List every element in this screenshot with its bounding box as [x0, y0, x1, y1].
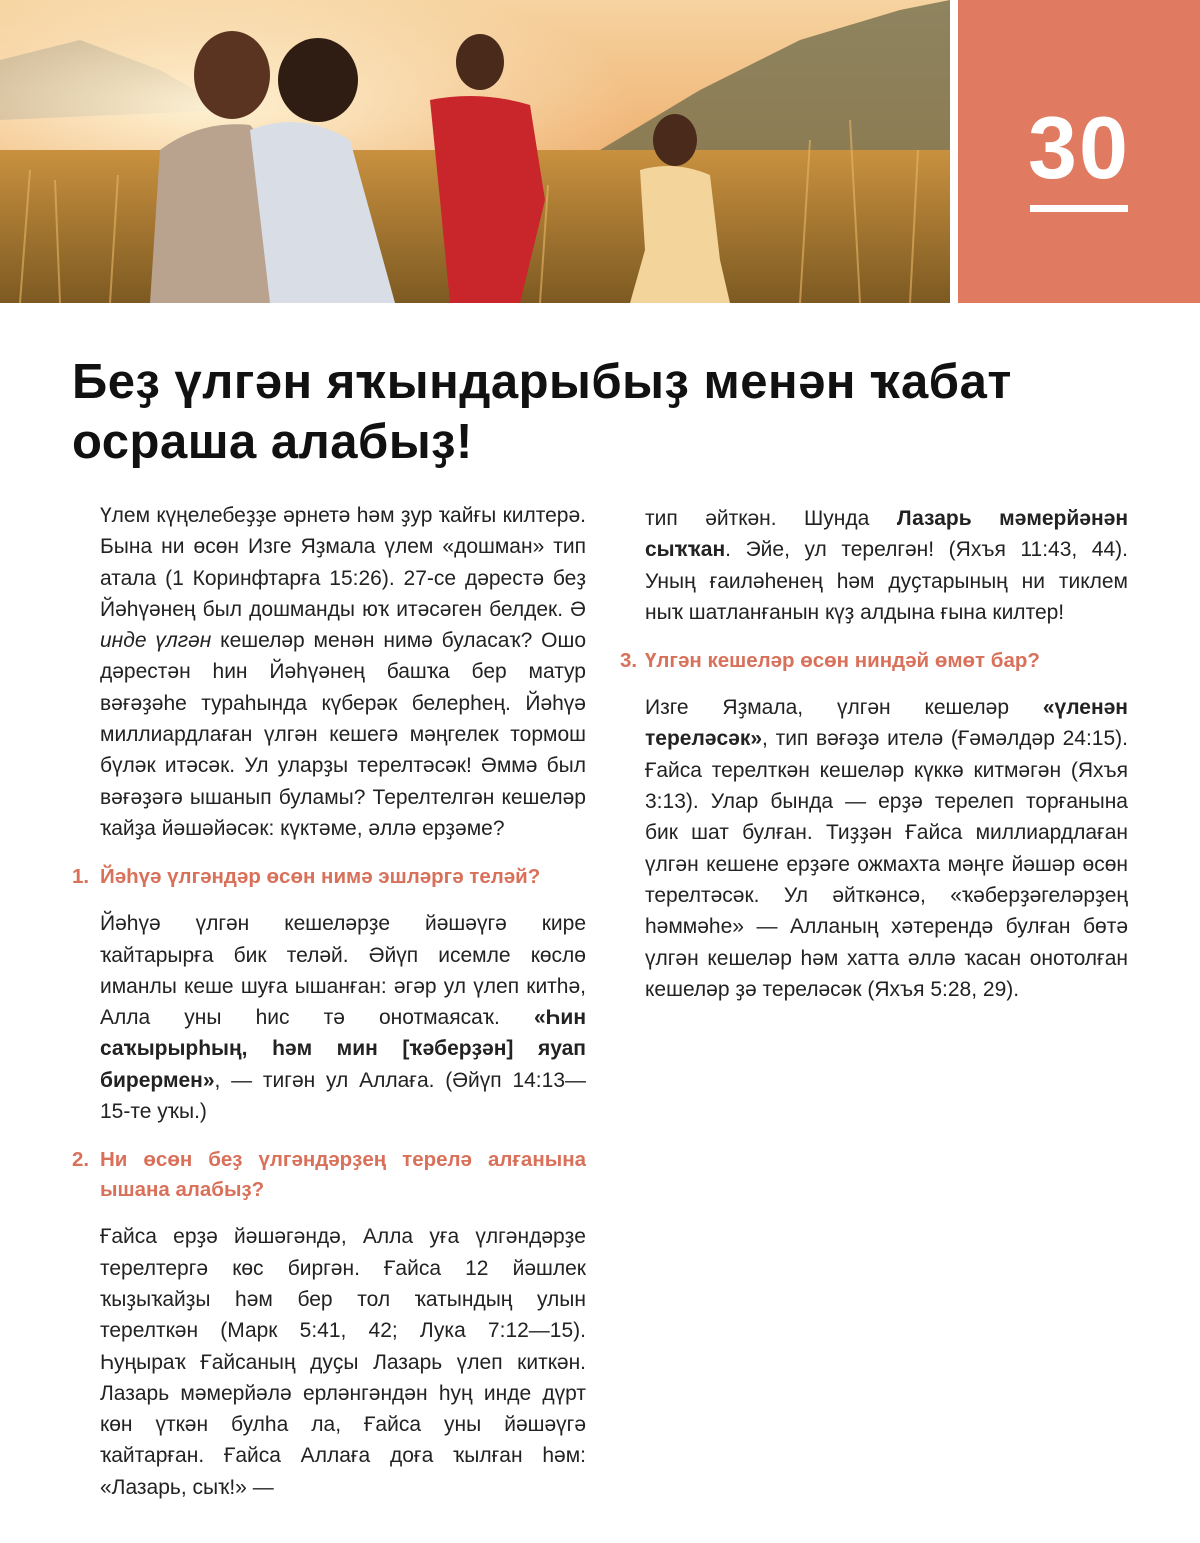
question-1-paragraph: Йәһүә үлгән кешеләрҙе йәшәүгә кире ҡайтарырға бик теләй. Әйүп исемле көслө иманлы кеше шуға ышанған: әгәр ул үлеп китһә, Алла уны һис тә онотмаясаҡ. «Һин саҡырырһың, һәм мин [ҡәберҙән] яуап бирермен», — тигән ул Аллаға. (Әйүп 14:13—15-те уҡы.)	[100, 912, 586, 1124]
right-column	[620, 503, 1129, 1005]
question-3-paragraph: Изге Яҙмала, үлгән кешеләр «үленән тереләсәк», тип вәғәҙә ителә (Ғәмәлдәр 24:15). Ғайса терелткән кешеләр күккә китмәгән (Яхъя 3:13). Улар бында — ерҙә терелеп торғанына бик шат булған. Тиҙҙән Ғайса миллиардлаған үлгән кешене ерҙәге ожмахта мәңге йәшәр өсөн терелтәсәк. Ул әйткәнсә, «ҡәберҙәгеләрҙең һәммәһе» — Алланың хәтерендә булған бөтә үлгән кешеләр һәм хатта әллә ҡасан онотолған кешеләр ҙә тереләсәк (Яхъя 5:28, 29).	[645, 696, 1128, 1001]
left-column	[72, 500, 587, 1503]
question-3-heading: 3. Үлгән кешеләр өсөн ниндәй өмөт бар?	[620, 649, 1040, 673]
question-2-paragraph: Ғайса ерҙә йәшәгәндә, Алла уға үлгәндәрҙе терелтергә көс биргән. Ғайса 12 йәшлек ҡыҙыҡайҙы һәм бер тол ҡатындың улын терелткән (Марк 5:41, 42; Лука 7:12—15). Һуңыраҡ Ғайсаның дуҫы Лазарь үлеп киткән. Лазарь мәмерйәлә ерләнгәндән һуң инде дүрт көн үткән булһа ла, Ғайса уны йәшәүгә ҡайтарған. Ғайса Аллаға доға ҡылған һәм: «Лазарь, сыҡ!» —	[100, 1225, 586, 1499]
question-2-heading: 2. Ни өсөн беҙ үлгәндәрҙең терелә алғанына ышана алабыҙ?	[72, 1148, 586, 1202]
photo-family-in-field-icon	[0, 0, 950, 303]
hero-photo	[0, 0, 950, 303]
question-1-heading: 1. Йәһүә үлгәндәр өсөн нимә эшләргә теләй?	[72, 865, 541, 889]
lesson-number-badge	[958, 0, 1200, 303]
intro-paragraph: Үлем күңелебеҙҙе әрнетә һәм ҙур ҡайғы килтерә. Бына ни өсөн Изге Яҙмала үлем «дошман» тип атала (1 Коринфтарға 15:26). 27-се дәрестә беҙ Йәһүәнең был дошманды юҡ итәсәген белдек. Ә инде үлгән кешеләр менән нимә буласаҡ? Ошо дәрестән һин Йәһүәнең башҡа бер матур вәғәҙәһе тураһында күберәк белерһең. Йәһүә миллиардлаған үлгән кешегә мәңгелек тормош бүләк итәсәк. Ул уларҙы терелтәсәк! Әммә был вәғәҙәгә ышанып буламы? Терелтелгән кешеләр ҡайҙа йәшәйәсәк: күктәме, әллә ерҙәме?	[100, 504, 587, 840]
page-title: Беҙ үлгән яҡындарыбыҙ менән ҡабат осраша алабыҙ!	[72, 355, 1012, 469]
lesson-number: 30	[1028, 98, 1130, 197]
badge-underline	[1030, 205, 1128, 212]
question-2-paragraph-continued: тип әйткән. Шунда Лазарь мәмерйәнән сыҡҡан. Эйе, ул терелгән! (Яхъя 11:43, 44). Уның ғаиләһенең һәм дуҫтарының ни тиклем ныҡ шатланғанын күҙ алдына ғына килтер!	[645, 507, 1129, 624]
